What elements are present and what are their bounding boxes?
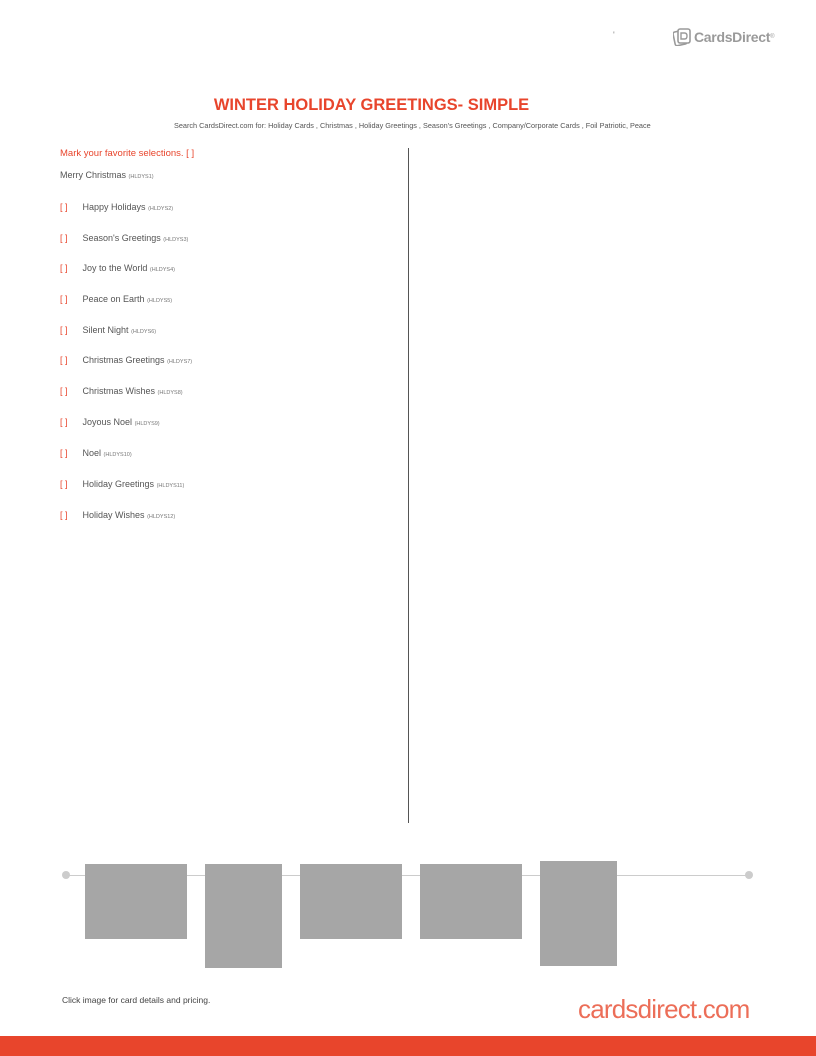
checkbox[interactable]: [ ] [60,325,68,335]
item-label: Peace on Earth [82,294,145,304]
checkbox[interactable]: [ ] [60,417,68,427]
card-thumbnail[interactable] [300,864,402,939]
list-item[interactable] [60,448,132,458]
list-item[interactable] [60,510,175,520]
item-code: (HLDYS4) [149,267,175,273]
column-divider [408,148,409,823]
list-item[interactable] [60,233,188,243]
item-label: Holiday Wishes [82,510,145,520]
item-label: Holiday Greetings [82,479,155,489]
item-code: (HLDYS9) [134,421,160,427]
list-item[interactable] [60,325,156,335]
item-code: (HLDYS10) [103,452,132,458]
checkbox[interactable]: [ ] [60,479,68,489]
list-item[interactable] [60,479,184,489]
registered-mark: ® [770,34,775,40]
card-thumbnail[interactable] [420,864,522,939]
cardsdirect-logo[interactable] [673,25,775,49]
search-keywords[interactable]: Search CardsDirect.com for: Holiday Cards , Christmas , Holiday Greetings , Season's Greetings , Company/Corporate Cards , Foil Patriotic, Peace [174,121,651,130]
small-mark: ' [613,30,615,40]
checkbox[interactable]: [ ] [60,355,68,365]
item-code: (HLDYS8) [157,390,183,396]
list-item[interactable] [60,294,172,304]
list-item[interactable] [60,417,160,427]
item-code: (HLDYS7) [167,359,193,365]
item-code: (HLDYS2) [148,206,174,212]
checkbox[interactable]: [ ] [60,233,68,243]
list-item[interactable] [60,202,173,212]
item-code: (HLDYS1) [128,174,154,180]
item-code: (HLDYS11) [156,483,185,489]
item-label: Silent Night [82,325,129,335]
item-label: Joy to the World [82,263,148,273]
click-caption: Click image for card details and pricing. [62,995,211,1005]
list-item[interactable] [60,355,192,365]
list-item[interactable] [60,263,175,273]
line-pin-right [745,871,753,879]
checkbox[interactable]: [ ] [60,448,68,458]
cardsdirect-wordmark[interactable]: cardsdirect.com [578,994,750,1024]
checkbox[interactable]: [ ] [60,510,68,520]
item-code: (HLDYS12) [147,514,176,520]
checkbox[interactable]: [ ] [60,294,68,304]
list-item[interactable] [60,170,154,180]
footer-bar [0,1036,816,1056]
list-item[interactable] [60,386,183,396]
line-pin-left [62,871,70,879]
item-label: Joyous Noel [82,417,133,427]
item-label: Merry Christmas [60,170,127,180]
item-code: (HLDYS6) [131,329,157,335]
checkbox[interactable]: [ ] [60,263,68,273]
page-title: WINTER HOLIDAY GREETINGS- SIMPLE [213,96,530,114]
item-label: Christmas Wishes [82,386,156,396]
item-code: (HLDYS3) [163,237,189,243]
item-label: Christmas Greetings [82,355,165,365]
checkbox[interactable]: [ ] [60,386,68,396]
item-label: Happy Holidays [82,202,146,212]
checkbox[interactable]: [ ] [60,202,68,212]
card-thumbnail[interactable] [85,864,187,939]
item-label: Season's Greetings [82,233,161,243]
cards-direct-logo-icon [673,28,691,46]
logo-text: CardsDirect [694,29,771,45]
card-thumbnail[interactable] [205,864,282,968]
card-thumbnail[interactable] [540,861,617,966]
item-code: (HLDYS5) [147,298,173,304]
instruction-text: Mark your favorite selections. [ ] [60,148,195,159]
item-label: Noel [82,448,102,458]
